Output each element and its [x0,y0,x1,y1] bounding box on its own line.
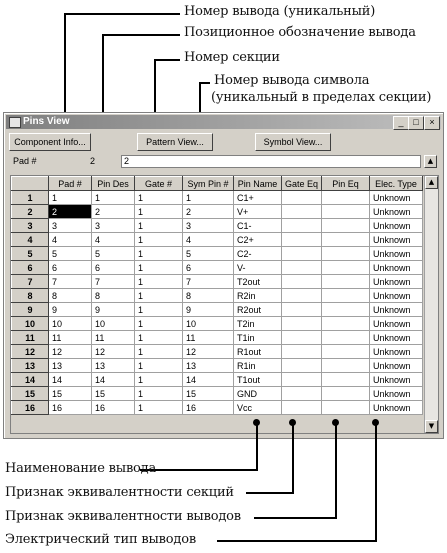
grid-corner [12,177,49,191]
grid-cell[interactable] [282,289,322,303]
grid-cell[interactable]: 15 [183,387,234,401]
grid-cell[interactable]: Unknown [370,219,423,233]
title-bar [6,115,441,129]
callout-symbol-pin: Номер вывода символа [214,73,370,88]
grid-cell[interactable]: 1 [135,219,183,233]
grid-cell[interactable]: T1in [234,331,282,345]
grid-cell[interactable]: C2+ [234,233,282,247]
grid-cell[interactable]: 15 [49,387,92,401]
column-header[interactable]: Gate # [135,177,183,191]
grid-cell[interactable] [322,359,370,373]
callout-electrical-type: Электрический тип выводов [5,532,196,547]
grid-cell[interactable]: Unknown [370,401,423,415]
grid-cell[interactable]: 5 [49,247,92,261]
leader-line [256,424,258,471]
app-icon [9,117,21,128]
row-header[interactable]: 4 [12,233,49,247]
grid-cell[interactable]: R1out [234,345,282,359]
grid-cell[interactable] [282,205,322,219]
row-header[interactable]: 14 [12,373,49,387]
grid-cell[interactable]: 2 [92,205,135,219]
grid-cell[interactable]: 4 [92,233,135,247]
grid-cell[interactable] [322,205,370,219]
row-header[interactable]: 3 [12,219,49,233]
callout-pin-name: Наименование вывода [5,461,157,476]
table-row[interactable] [12,317,423,331]
grid-cell[interactable]: C1+ [234,191,282,205]
table-row[interactable] [12,275,423,289]
column-header[interactable]: Pin Name [234,177,282,191]
grid-cell[interactable]: 16 [49,401,92,415]
pad-value-input[interactable]: 2 [121,155,421,168]
grid-cell[interactable]: 16 [183,401,234,415]
table-row[interactable] [12,331,423,345]
grid-cell[interactable] [322,233,370,247]
row-header[interactable]: 2 [12,205,49,219]
table-row[interactable] [12,191,423,205]
grid-cell[interactable]: 1 [135,345,183,359]
pad-scroll-up-icon[interactable]: ▲ [424,155,437,168]
row-header[interactable]: 6 [12,261,49,275]
grid-cell[interactable] [282,219,322,233]
grid-cell[interactable]: 9 [49,303,92,317]
grid-cell[interactable]: 1 [135,387,183,401]
grid-cell[interactable]: Unknown [370,275,423,289]
grid-cell[interactable]: Unknown [370,205,423,219]
grid-cell[interactable] [282,233,322,247]
grid-cell[interactable]: 14 [49,373,92,387]
grid-cell[interactable]: 14 [183,373,234,387]
pins-table [11,176,423,415]
grid-cell[interactable]: 8 [49,289,92,303]
scroll-down-icon[interactable]: ▼ [425,420,438,433]
table-row[interactable] [12,359,423,373]
pattern-view-button[interactable]: Pattern View... [137,133,213,151]
grid-cell[interactable] [322,331,370,345]
pins-grid [10,175,439,434]
table-row[interactable] [12,247,423,261]
grid-cell[interactable]: 3 [183,219,234,233]
grid-cell[interactable] [282,387,322,401]
grid-cell[interactable]: 5 [183,247,234,261]
grid-cell[interactable]: 10 [49,317,92,331]
grid-cell[interactable] [322,401,370,415]
grid-cell[interactable]: 7 [92,275,135,289]
grid-cell[interactable]: 8 [92,289,135,303]
pad-current-number: 2 [90,156,96,166]
symbol-view-button[interactable]: Symbol View... [255,133,331,151]
callout-gate-equivalence: Признак эквивалентности секций [5,485,234,500]
pins-view-window [3,112,444,439]
grid-cell[interactable]: Unknown [370,387,423,401]
grid-cell[interactable]: V- [234,261,282,275]
grid-cell[interactable]: Unknown [370,373,423,387]
leader-line [140,469,258,471]
callout-pin-number: Номер вывода (уникальный) [184,4,376,19]
grid-cell[interactable]: 13 [183,359,234,373]
grid-cell[interactable]: 12 [49,345,92,359]
grid-cell[interactable] [322,345,370,359]
grid-cell[interactable]: R1in [234,359,282,373]
grid-cell[interactable]: Unknown [370,303,423,317]
grid-cell[interactable]: T2out [234,275,282,289]
grid-cell[interactable]: 1 [49,191,92,205]
grid-cell[interactable] [322,191,370,205]
grid-cell[interactable]: 3 [49,219,92,233]
scroll-up-icon[interactable]: ▲ [425,176,438,189]
grid-cell[interactable]: R2in [234,289,282,303]
grid-cell[interactable]: 1 [135,331,183,345]
row-header[interactable]: 15 [12,387,49,401]
grid-cell[interactable]: 12 [92,345,135,359]
grid-cell[interactable]: 6 [49,261,92,275]
leader-line [217,540,377,542]
grid-cell[interactable]: Unknown [370,261,423,275]
grid-cell[interactable] [282,247,322,261]
grid-cell[interactable]: Unknown [370,191,423,205]
pad-edit-row [10,155,437,169]
grid-cell[interactable]: 1 [135,401,183,415]
window-title: Pins View [23,116,70,127]
callout-pin-equivalence: Признак эквивалентности выводов [5,509,241,524]
callout-symbol-pin-note: (уникальный в пределах секции) [211,90,432,105]
grid-cell[interactable]: Vcc [234,401,282,415]
leader-line [254,517,337,519]
table-row[interactable] [12,401,423,415]
leader-line [292,424,294,494]
grid-cell[interactable]: 13 [49,359,92,373]
row-header[interactable]: 1 [12,191,49,205]
grid-cell[interactable]: 11 [92,331,135,345]
grid-cell[interactable]: 1 [135,275,183,289]
leader-line [335,424,337,519]
leader-line [64,13,180,15]
leader-line [246,492,294,494]
column-header[interactable]: Gate Eq [282,177,322,191]
grid-cell[interactable]: 1 [135,289,183,303]
grid-cell[interactable]: 13 [92,359,135,373]
grid-cell[interactable]: V+ [234,205,282,219]
grid-cell[interactable] [282,359,322,373]
grid-cell[interactable]: 7 [49,275,92,289]
grid-cell[interactable]: 4 [49,233,92,247]
row-header[interactable]: 11 [12,331,49,345]
callout-pin-designator: Позиционное обозначение вывода [184,25,416,40]
grid-cell[interactable]: 1 [135,317,183,331]
grid-cell[interactable]: 1 [183,191,234,205]
grid-cell[interactable]: 1 [135,247,183,261]
grid-cell[interactable] [282,275,322,289]
leader-line [154,59,180,61]
leader-line [375,424,377,542]
grid-cell[interactable] [322,373,370,387]
grid-cell[interactable]: 11 [49,331,92,345]
grid-cell[interactable] [322,275,370,289]
grid-cell[interactable] [322,261,370,275]
column-header[interactable]: Pad # [49,177,92,191]
grid-cell[interactable] [322,219,370,233]
grid-cell[interactable]: 6 [92,261,135,275]
grid-cell[interactable]: 7 [183,275,234,289]
row-header[interactable]: 7 [12,275,49,289]
grid-cell[interactable]: 4 [183,233,234,247]
grid-cell[interactable]: 14 [92,373,135,387]
column-header[interactable]: Sym Pin # [183,177,234,191]
grid-cell[interactable]: 1 [135,373,183,387]
table-row[interactable] [12,345,423,359]
grid-cell[interactable]: 8 [183,289,234,303]
grid-cell[interactable] [322,247,370,261]
grid-cell[interactable]: 10 [92,317,135,331]
grid-cell[interactable] [282,317,322,331]
grid-cell[interactable]: 1 [135,205,183,219]
row-header[interactable]: 9 [12,303,49,317]
grid-cell[interactable]: 1 [135,359,183,373]
maximize-button[interactable]: □ [408,116,424,130]
grid-cell[interactable]: Unknown [370,289,423,303]
grid-cell[interactable]: 9 [183,303,234,317]
grid-cell[interactable]: C2- [234,247,282,261]
grid-cell[interactable]: Unknown [370,233,423,247]
grid-cell[interactable] [322,387,370,401]
grid-cell[interactable]: R2out [234,303,282,317]
callout-gate-number: Номер секции [184,50,280,65]
grid-cell[interactable]: 1 [135,233,183,247]
grid-cell[interactable]: Unknown [370,345,423,359]
grid-cell[interactable]: Unknown [370,331,423,345]
grid-cell[interactable]: 3 [92,219,135,233]
column-header[interactable]: Pin Des [92,177,135,191]
grid-cell[interactable]: 12 [183,345,234,359]
table-row[interactable] [12,303,423,317]
column-header[interactable]: Elec. Type [370,177,423,191]
grid-cell[interactable] [282,303,322,317]
grid-cell[interactable]: 11 [183,331,234,345]
grid-cell[interactable] [282,373,322,387]
grid-cell[interactable]: Unknown [370,359,423,373]
leader-line [102,34,180,36]
grid-cell[interactable]: C1- [234,219,282,233]
table-row[interactable] [12,373,423,387]
grid-cell[interactable] [322,289,370,303]
pad-label: Pad # [13,156,37,166]
grid-cell[interactable]: T2in [234,317,282,331]
grid-cell[interactable]: 2 [49,205,92,219]
row-header[interactable]: 13 [12,359,49,373]
grid-cell[interactable] [282,261,322,275]
table-row[interactable] [12,261,423,275]
row-header[interactable]: 8 [12,289,49,303]
column-header[interactable]: Pin Eq [322,177,370,191]
grid-cell[interactable] [282,345,322,359]
table-row[interactable] [12,205,423,219]
close-button[interactable]: × [424,116,440,130]
vertical-scrollbar[interactable] [424,176,438,433]
row-header[interactable]: 5 [12,247,49,261]
row-header[interactable]: 12 [12,345,49,359]
grid-cell[interactable]: 1 [92,191,135,205]
grid-cell[interactable]: Unknown [370,247,423,261]
component-info-button[interactable]: Component Info... [9,133,91,151]
grid-cell[interactable]: GND [234,387,282,401]
grid-cell[interactable]: 6 [183,261,234,275]
grid-cell[interactable]: 15 [92,387,135,401]
table-row[interactable] [12,219,423,233]
table-row[interactable] [12,233,423,247]
grid-cell[interactable]: 5 [92,247,135,261]
grid-cell[interactable]: Unknown [370,317,423,331]
row-header[interactable]: 16 [12,401,49,415]
grid-cell[interactable]: T1out [234,373,282,387]
grid-cell[interactable]: 9 [92,303,135,317]
table-row[interactable] [12,387,423,401]
minimize-button[interactable]: _ [393,116,409,130]
grid-cell[interactable]: 16 [92,401,135,415]
grid-cell[interactable] [322,303,370,317]
table-row[interactable] [12,289,423,303]
grid-cell[interactable]: 1 [135,261,183,275]
grid-cell[interactable] [282,191,322,205]
grid-cell[interactable]: 10 [183,317,234,331]
grid-cell[interactable]: 1 [135,191,183,205]
grid-cell[interactable]: 1 [135,303,183,317]
grid-cell[interactable]: 2 [183,205,234,219]
grid-cell[interactable] [282,401,322,415]
grid-cell[interactable] [322,317,370,331]
grid-cell[interactable] [282,331,322,345]
row-header[interactable]: 10 [12,317,49,331]
